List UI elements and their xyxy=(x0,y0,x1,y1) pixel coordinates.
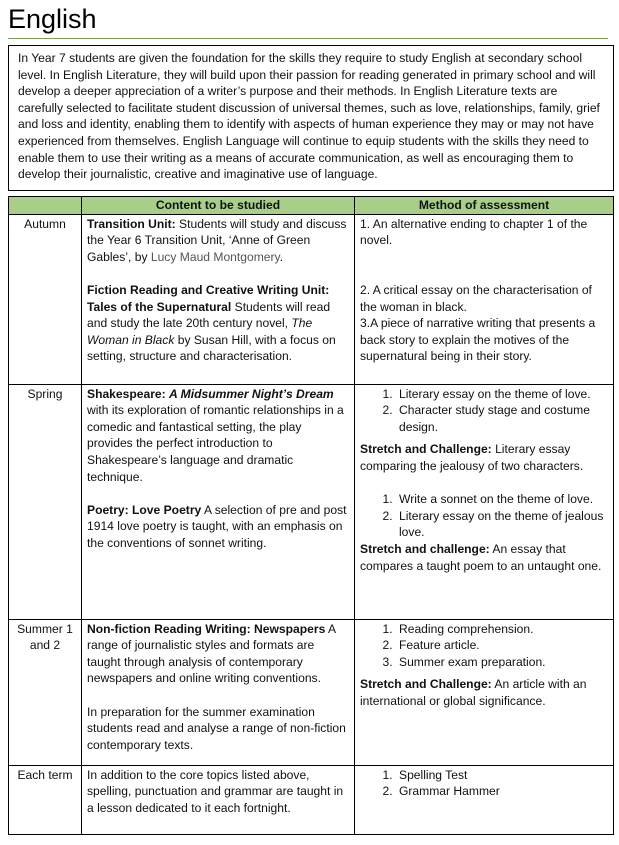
table-row-autumn xyxy=(9,214,614,384)
table-row-each-term xyxy=(9,765,614,834)
assessment-cell xyxy=(355,214,614,384)
author-link: Lucy Maud Montgomery xyxy=(150,249,280,264)
unit-text: Students will read and study the late 20th century novel, xyxy=(87,299,331,331)
stretch-challenge xyxy=(360,541,608,574)
assessment-list xyxy=(360,491,608,541)
assessment-list xyxy=(360,386,608,436)
stretch-label: Stretch and Challenge: xyxy=(360,677,492,692)
assessment-cell xyxy=(355,619,614,765)
shakespeare-unit xyxy=(87,386,349,486)
assessment-list xyxy=(360,767,608,800)
unit-title: Shakespeare: xyxy=(87,386,170,401)
stretch-text: An article with an international or global significance. xyxy=(360,677,587,708)
term-cell: Each term xyxy=(9,765,82,834)
fiction-unit xyxy=(87,282,349,365)
term-cell: Autumn xyxy=(9,214,82,384)
table-row-summer xyxy=(9,619,614,765)
title-underline xyxy=(8,38,608,39)
content-cell xyxy=(82,384,355,619)
stretch-text: Literary essay comparing the jealousy of two characters. xyxy=(360,442,584,473)
stretch-text: An essay that compares a taught poem to an untaught one. xyxy=(360,541,602,573)
transition-unit xyxy=(87,216,349,266)
list-item: 2. Literary essay on the theme of jealous love. xyxy=(396,508,608,541)
stretch-challenge xyxy=(360,676,608,709)
term-cell: Summer 1 and 2 xyxy=(9,619,82,765)
unit-title: Non-fiction Reading Writing: Newspapers xyxy=(87,621,326,636)
unit-text: A range of journalistic styles and formats are taught through analysis of contemporary newspapers and online writing conventions. xyxy=(87,621,336,686)
poetry-unit xyxy=(87,502,349,552)
intro-paragraph: In Year 7 students are given the foundation for the skills they require to study English at secondary school level. In English Literature, they will build upon their passion for reading generated in primary school and will develop a deeper appreciation of a writer’s purpose and their methods. In English Literature texts are carefully selected to facilitate student discussion of universal themes, such as love, relationships, family, grief and loss and identity, enabling them to identify with aspects of human experience they may or may not have experienced from themselves. English Language will continue to equip students with the skills they need to enable them to use their writing as a means of accurate communication, as well as encouraging them to develop their journalistic, creative and imaginative use of language. xyxy=(8,45,614,191)
term-cell: Spring xyxy=(9,384,82,619)
assessment-item: 2. A critical essay on the characterisation of the woman in black. xyxy=(360,282,592,314)
unit-title: Poetry: Love Poetry xyxy=(87,502,202,517)
unit-text: Students will study and discuss the Year 6 Transition Unit, ‘Anne of Green Gables’, by xyxy=(87,216,347,264)
list-item: 2. Feature article. xyxy=(396,637,608,654)
header-content: Content to be studied xyxy=(82,197,355,215)
stretch-label: Stretch and Challenge: xyxy=(360,442,492,457)
header-term xyxy=(9,197,82,215)
page-title: English xyxy=(8,4,97,34)
curriculum-table xyxy=(8,196,614,835)
exam-prep-text: In preparation for the summer examination students read and analyse a range of non-fiction contemporary texts. xyxy=(87,704,346,752)
list-item: 1. Reading comprehension. xyxy=(396,621,608,638)
assessment-cell xyxy=(355,384,614,619)
book-title: The Woman in Black xyxy=(87,316,313,347)
assessment-item: 3.A piece of narrative writing that presents a back story to explain the motives of the supernatural being in their story. xyxy=(360,316,596,364)
list-item: 1. Literary essay on the theme of love. xyxy=(396,386,608,403)
nonfiction-unit xyxy=(87,621,349,687)
unit-text-end: by Susan Hill, with a focus on setting, structure and characterisation. xyxy=(87,332,336,364)
assessment-list xyxy=(360,621,608,671)
content-cell xyxy=(82,214,355,384)
list-item: 1. Spelling Test xyxy=(396,767,608,784)
stretch-challenge xyxy=(360,441,608,474)
stretch-label: Stretch and challenge: xyxy=(360,541,490,556)
assessment-item: 1. An alternative ending to chapter 1 of the novel. xyxy=(360,216,588,248)
unit-title: Fiction Reading and Creative Writing Unit: Tales of the Supernatural xyxy=(87,282,330,314)
content-cell xyxy=(82,619,355,765)
content-cell: In addition to the core topics listed above, spelling, punctuation and grammar are taught in a lesson dedicated to it each fortnight. xyxy=(82,765,355,834)
table-row-spring xyxy=(9,384,614,619)
play-title: A Midsummer Night’s Dream xyxy=(169,386,334,401)
list-item: 2. Grammar Hammer xyxy=(396,783,608,800)
unit-text: A selection of pre and post 1914 love poetry is taught, with an emphasis on the conventions of sonnet writing. xyxy=(87,502,347,550)
list-item: 1. Write a sonnet on the theme of love. xyxy=(396,491,608,508)
list-item: 2. Character study stage and costume design. xyxy=(396,402,608,435)
header-assessment: Method of assessment xyxy=(355,197,614,215)
unit-text: with its exploration of romantic relationships in a comedic and fantastical setting, the play provides the perfect introduction to Shakespeare’s language and dramatic technique. xyxy=(87,403,344,484)
unit-title: Transition Unit: xyxy=(87,216,176,231)
list-item: 3. Summer exam preparation. xyxy=(396,654,608,671)
table-header-row xyxy=(9,197,614,215)
assessment-cell xyxy=(355,765,614,834)
unit-text-end: . xyxy=(279,249,284,264)
